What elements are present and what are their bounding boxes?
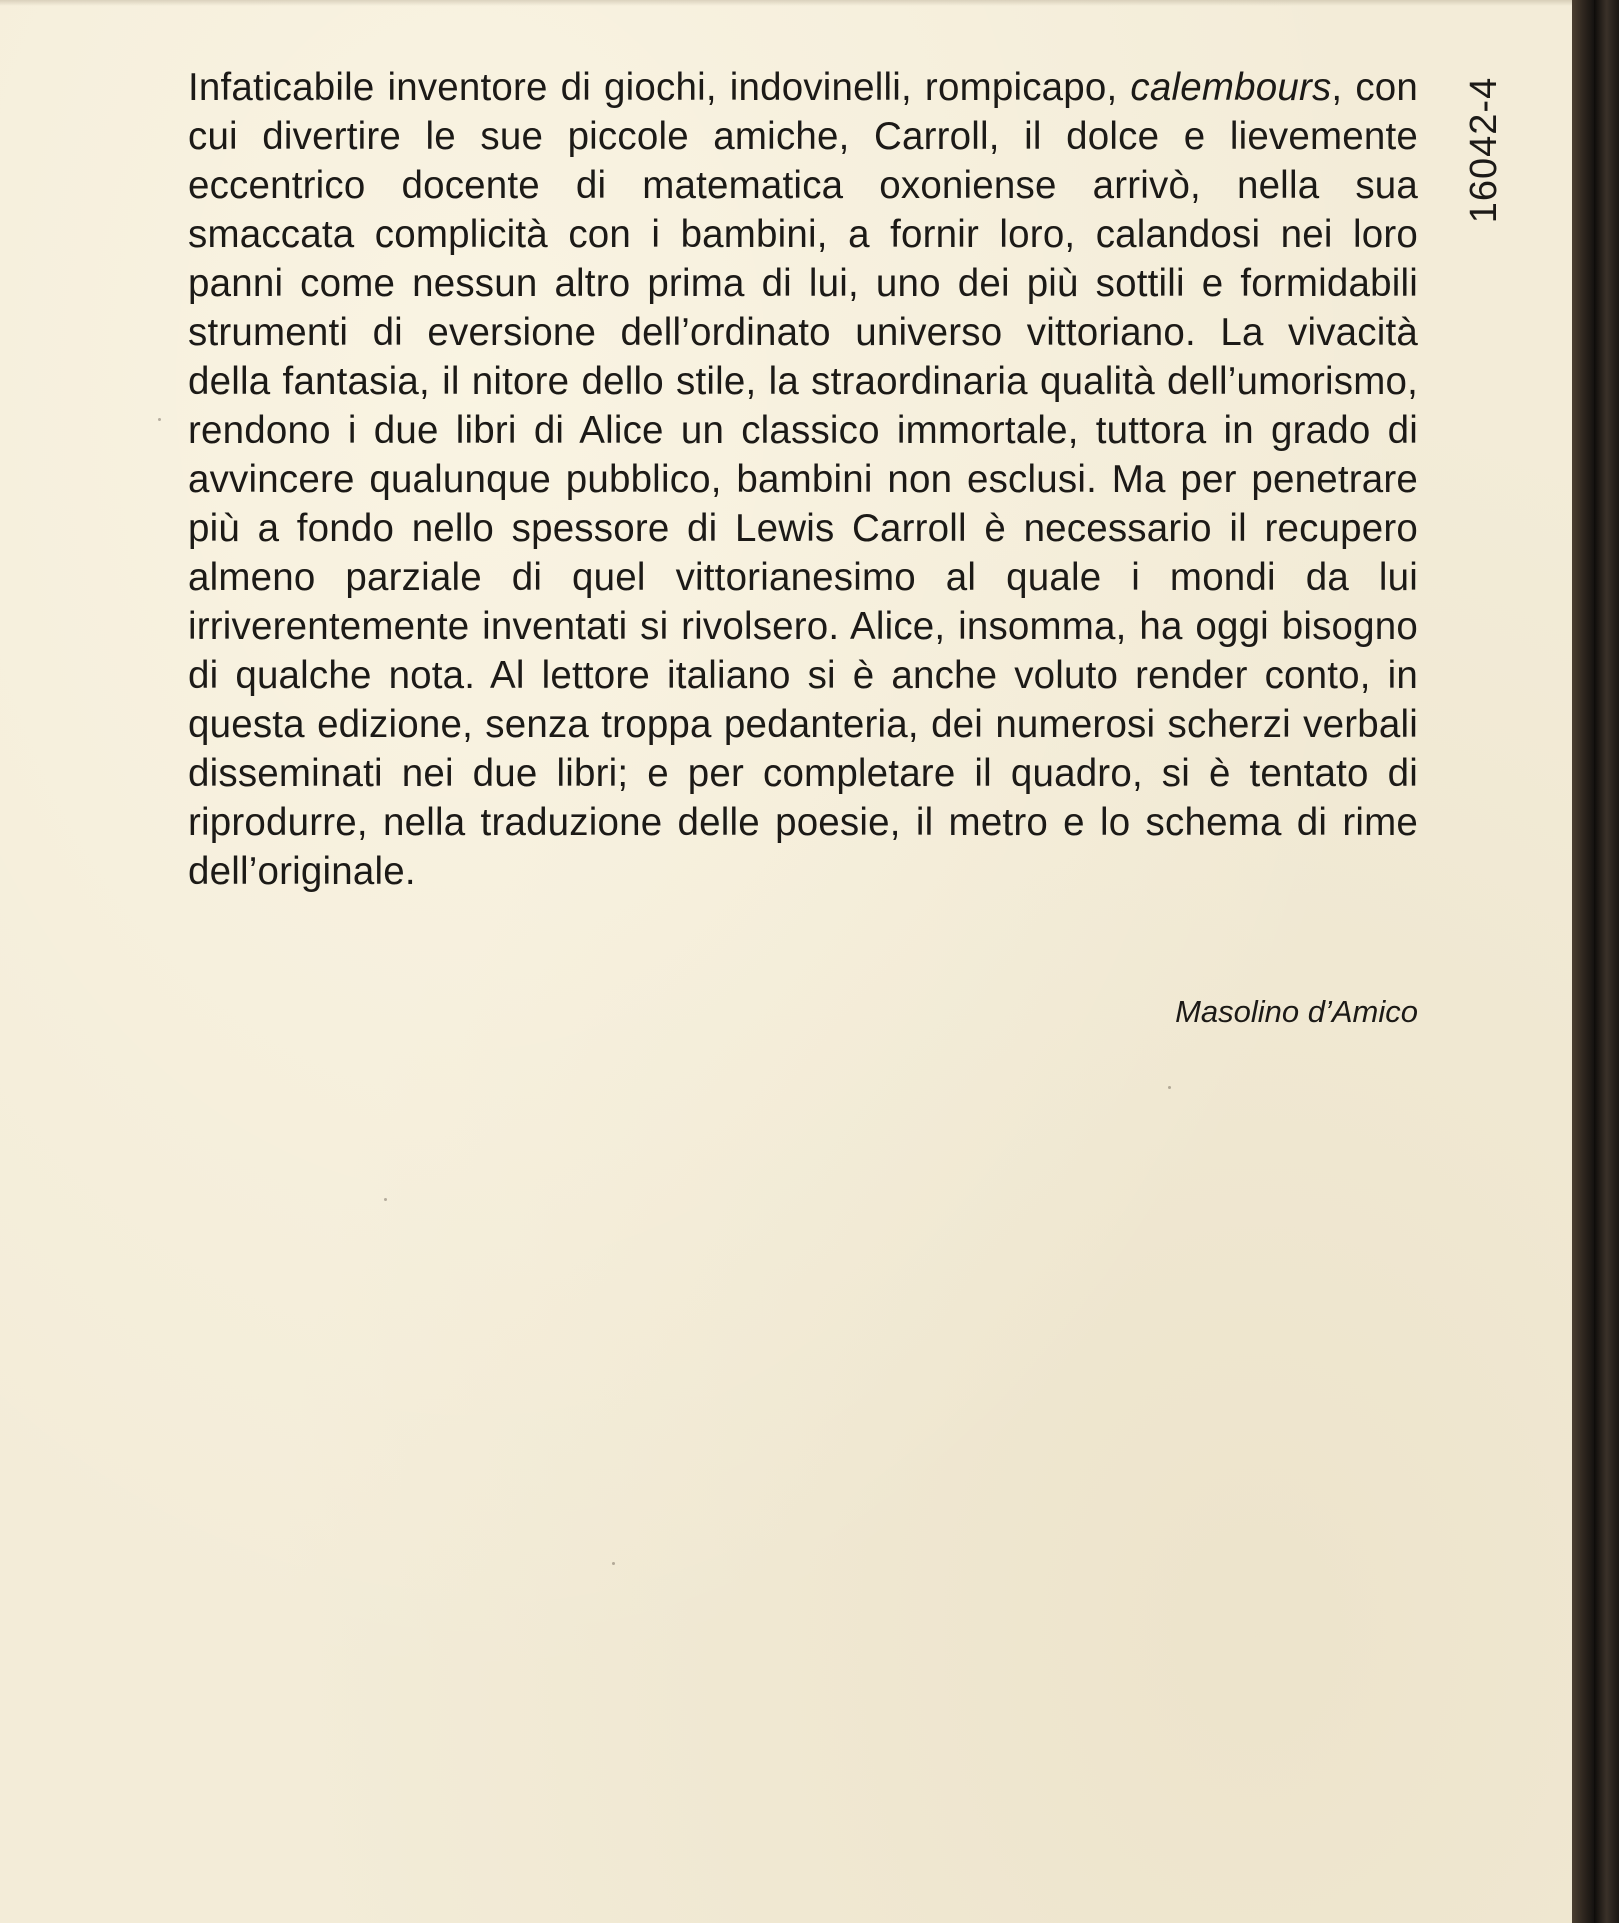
catalog-code-area [1454,70,1514,230]
paper-speck [612,1562,615,1565]
catalog-code: 16042-4 [1463,76,1505,224]
paper-speck [158,418,161,421]
author-signature: Masolino d’Amico [1175,994,1418,1029]
page-top-edge [0,0,1572,6]
blurb-part-2: , con cui divertire le sue piccole amiche, Carroll, il dolce e lievemente eccentrico docente di matematica oxoniense arrivò, nella sua smaccata complicità con i bambini, a fornir loro, calandosi nei loro panni come nessun altro prima di lui, uno dei più sottili e formidabili strumenti di eversione dell’ordinato universo vittoriano. La vivacità della fantasia, il nitore dello stile, la straordinaria qualità dell’umorismo, rendono i due libri di Alice un classico immortale, tuttora in grado di avvincere qualunque pubblico, bambini non esclusi. Ma per penetrare più a fondo nello spessore di Lewis Carroll è necessario il recupero almeno parziale di quel vittorianesimo al quale i mondi da lui irriverentemente inventati si rivolsero. Alice, insomma, ha oggi bisogno di qualche nota. Al lettore italiano si è anche voluto render conto, in questa edizione, senza troppa pedanteria, dei numerosi scherzi verbali disseminati nei due libri; e per completare il quadro, si è tentato di riprodurre, nella traduzione delle poesie, il metro e lo schema di rime dell’originale. [188,66,1419,893]
blurb-part-1: Infaticabile inventore di giochi, indovinelli, rompicapo, [188,66,1131,109]
paper-speck [1168,1086,1171,1089]
blurb-italic-word: calembours [1130,66,1332,109]
blurb-text [188,63,1418,896]
spine-edge [1594,0,1619,1923]
paper-speck [384,1198,387,1201]
spine-shadow [1572,0,1594,1923]
